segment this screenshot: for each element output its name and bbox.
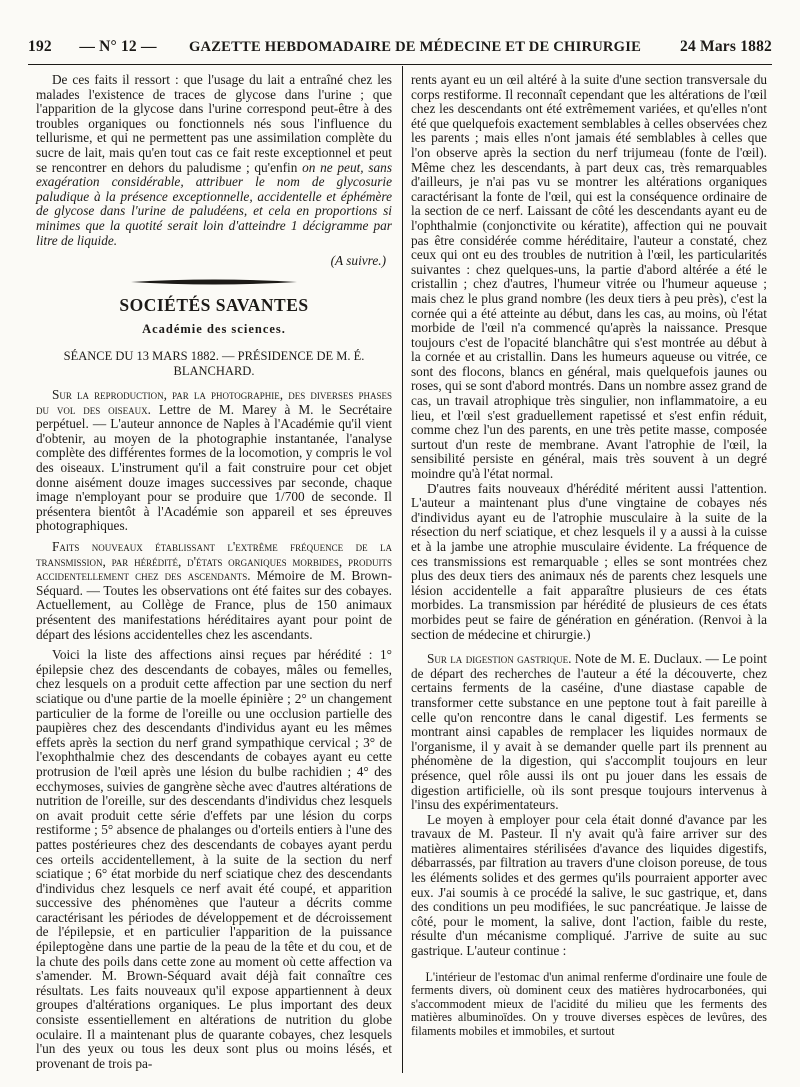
header-rule [28,64,772,65]
article-marey-lead: Sur la reproduction, par la photographie, des diverses phases du vol des oiseaux. [36,387,392,417]
journal-title: GAZETTE HEBDOMADAIRE DE MÉDECINE ET DE CHIRURGIE [188,39,642,55]
continued-note: (A suivre.) [330,253,386,269]
issue-number: — N° 12 — [79,38,157,55]
pasteur-method-paragraph: Le moyen à employer pour cela était donné d'avance par les travaux de M. Pasteur. Il n'y avait qu'à faire arriver sur des matières alimentaires stérilisées d'avance des liquides digestifs, débarrassés, par filtration au travers d'une cloison poreuse, de tous les éléments solides et des germes qu'ils pourraient apporter avec eux. J'ai soumis à ce procédé la salive, le suc gastrique, et, dans des conditions un peu modifiées, le suc pancréatique. Je laisse de côté, pour le moment, la salive, dont l'action, faible du reste, résulte d'un mécanisme compliqué. J'arrive de suite au suc gastrique. L'auteur continue : [411,811,767,959]
eye-alterations-paragraph: rents ayant eu un œil altéré à la suite d'une section transversale du corps restiforme. Il reconnaît cependant que les altérations de l'œil chez les descendants ont été extrêmement variées, et qu'elles n'ont été que quelquefois exactement semblables à celles observées chez les parents ; mais elles n'ont jamais été semblables à celles que l'on observe après la section du nerf trijumeau (fonte de l'œil). Même chez les descendants, à part deux cas, très remarquables d'ailleurs, je n'ai pas vu se montrer les altérations organiques caractérisant la fonte de l'œil, qui est la conséquence ordinaire de la section de ce nerf. Laissant de côté les descendants ayant eu de l'ophthalmie (conjonctivite ou kératite), affection qui ne pouvait pas être considérée comme héréditaire, l'auteur a constaté, chez ceux qui ont eu des troubles de nutrition à l'œil, les particularités suivantes : chez quelques-uns, la partie d'abord altérée a été le cristallin ; chez d'autres, l'humeur vitrée ou l'humeur aqueuse ; mais chez le plus grand nombre (les deux tiers à peu près), c'est la cornée qui a été atteinte au début, dans les cas, au moins, où l'état morbide de l'œil n'a commencé qu'après la naissance. Presque toujours c'est de l'opacité blanchâtre qui s'est montrée au début à la cornée et au cristallin. Dans les humeurs aqueuse ou vitrée, ce sont des flocons, blancs en général, mais quelquefois jaunes ou roses, qui se sont d'abord montrés. Dans un nombre assez grand de cas, un travail atrophique très singulier, non inflammatoire, a eu lieu, et l'œil s'est graduellement rapetissé et s'est enfin réduit, comme chez l'un des parents, en une très petite masse, composée surtout d'un reste de membrane. Avant l'atrophie de l'œil, la sensibilité persiste en général, mais très souvent à un degré moindre qu'à l'état normal. [411,72,767,482]
section-subtitle: Académie des sciences. [142,322,286,337]
quoted-passage [411,971,767,1039]
right-column [411,73,767,1039]
article-marey-text: Lettre de M. Marey à M. le Secrétaire perpétuel. — L'auteur annonce de Naples à l'Académie qu'il vient d'obtenir, au moyen de la photographie instantanée, l'analyse complète des différentes formes de la locomotion, y compris le vol des oiseaux. L'instrument qu'il a fait construire pour cet objet donne aisément douze images successives par seconde, chaque image n'employant pour se produire que 1/700 de seconde. Il présentera bientôt à l'Académie son appareil et ses épreuves photographiques. [36,401,393,534]
heredity-facts-paragraph: D'autres faits nouveaux d'hérédité méritent aussi l'attention. L'auteur a maintenant plus d'une vingtaine de cobayes nés d'individus ayant eu de l'atrophie musculaire à la suite de la résection du nerf sciatique, et chez lesquels il y a aussi à la cuisse et à la jambe une atrophie musculaire évidente. La fréquence de ces transmissions est remarquable ; elles se sont montrées chez plus des deux tiers des animaux nés de parents chez lesquels une lésion accidentelle a fait apparaître plusieurs de ces états morbides. La transmission par hérédité de plusieurs de ces états morbides peut se faire de génération en génération. (Renvoi à la section de médecine et chirurgie.) [411,480,767,642]
article-brown-sequard-text: Mémoire de M. Brown-Séquard. — Toutes les observations ont été faites sur des cobayes. Actuellement, au Collège de France, plus de 150 animaux présentent des manifestations héréditaires ayant pour point de départ des lésions accidentelles chez les ascendants. [36,568,392,642]
left-column [36,73,392,1071]
article-duclaux-text: Note de M. E. Duclaux. — Le point de départ des recherches de l'auteur a été la découverte, chez certains ferments de la caséine, d'une diastase capable de transformer cette substance en une peptone tout à fait pareille à celle qu'on rencontre dans le canal digestif. Les ferments se montrant ainsi capables de remplacer les liquides normaux de l'organisme, il y avait à se demander quelle part ils prennent au phénomène de la digestion, qui s'accomplit toujours en leur présence, quel rôle aussi ils ont pu jouer dans les essais de digestion artificielle, où ils sont presque toujours intervenus à l'insu des expérimentateurs. [411,651,767,813]
section-ornament [129,278,299,286]
section-title: SOCIÉTÉS SAVANTES [119,294,309,315]
article-duclaux-lead: Sur la digestion gastrique. [426,651,572,667]
page-header [28,38,772,64]
issue-date: 24 Mars 1882 [680,38,772,55]
article-brown-sequard [36,540,392,642]
seance-line: SÉANCE DU 13 MARS 1882. — PRÉSIDENCE DE M. É. BLANCHARD. [63,348,365,378]
article-marey [36,388,392,534]
article-brown-sequard-lead: Faits nouveaux établissant l'extrême fréquence de la transmission, par hérédité, d'états organiques morbides, produits accidentellement chez des ascendants. [36,539,392,584]
page-number: 192 [28,38,52,55]
affections-list-paragraph: Voici la liste des affections ainsi reçues par hérédité : 1° épilepsie chez des descendants de cobayes, mâles ou femelles, chez lesquels on a produit cette affection par une section du nerf sciatique ou d'une partie de la moelle épinière ; 2° un changement particulier de la forme de l'oreille ou une occlusion partielle des paupières chez des descendants d'individus ayant eu les mêmes effets après la section du nerf grand sympathique cervical ; 3° de l'exophthalmie chez des descendants de cobayes ayant eu cette protrusion de l'œil après une lésion du bulbe rachidien ; 4° des ecchymoses, suivies de gangrène sèche avec d'autres altérations de nutrition de l'oreille, sur des descendants d'individus chez lesquels on avait produit cette série d'effets par une lésion du corps restiforme ; 5° absence de phalanges ou d'orteils entiers à l'une des pattes postérieures chez des descendants de cobayes ayant perdu ces orteils accidentellement, à la suite de la section du nerf sciatique ; 6° état morbide du nerf sciatique chez des descendants d'individus chez lesquels ce nerf avait été coupé, et apparition successive des phénomènes que l'auteur a décrits comme caractérisant les périodes de développement et de décroissement de l'épilepsie, et en particulier l'apparition de la puissance épileptogène dans une partie de la peau de la tête et du cou, et de la chute des poils dans cette zone au moment où cette affection va s'amender. M. Brown-Séquard avait déjà fait connaître ces résultats. Les faits nouveaux qu'il expose appartiennent à deux groupes d'altérations organiques. Le plus important des deux consiste essentiellement en altérations de nutrition du globe oculaire. Il a maintenant plus de quarante cobayes, chez lesquels l'un des yeux ou tous les deux sont plus ou moins lésés, et provenant de trois pa- [36,647,392,1071]
quoted-passage-text: L'intérieur de l'estomac d'un animal renferme d'ordinaire une foule de ferments divers, où dominent ceux des matières hydrocarbonées, qui s'accommodent mieux de l'acidité du milieu que les ferments des matières albuminoïdes. On y trouve diverses espèces de levûres, des filaments mobiles et immobiles, et surtout [411,969,767,1038]
intro-paragraph [36,73,392,248]
column-divider [402,66,403,1073]
intro-text: De ces faits il ressort : que l'usage du lait a entraîné chez les malades l'existence de traces de glycose dans l'urine ; que l'apparition de la glycose dans l'urine correspond peut-être à des troubles organiques ou fonctionnels nés sous l'influence du tellurisme, et qui ne permettent pas une assimilation complète du sucre de lait, mais qu'en tout cas ce fait reste exceptionnel et peut se rencontrer en dehors du paludisme ; qu'enfin [36,72,392,175]
intro-italic-text: on ne peut, sans exagération considérable, attribuer le nom de glycosurie paludique à la présence exceptionnelle, accidentelle et éphémère de glycose dans l'urine de paludéens, et cela en proportions si minimes que la quotité serait loin d'atteindre 1 décigramme par litre de liquide. [36,159,392,248]
article-duclaux [411,652,767,813]
